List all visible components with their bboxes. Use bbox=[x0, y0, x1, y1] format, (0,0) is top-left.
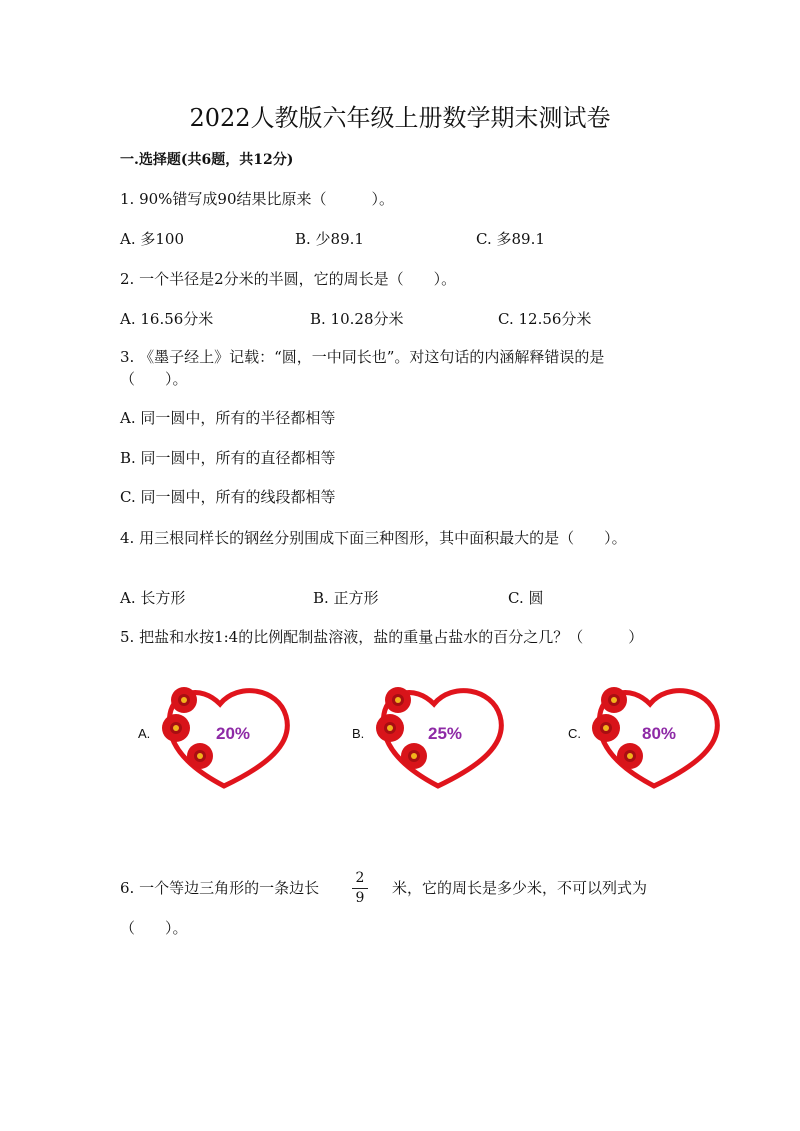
question-6-stem-cont: 米，它的周长是多少米，不可以列式为 bbox=[392, 879, 648, 897]
question-2-option-a: A. 16.56分米 bbox=[120, 310, 214, 328]
question-2-option-b: B. 10.28分米 bbox=[310, 310, 404, 328]
question-1-stem: 1. 90%错写成90结果比原来（ ）。 bbox=[120, 190, 395, 208]
fraction-numerator: 2 bbox=[355, 870, 365, 886]
fraction-bar bbox=[352, 888, 368, 889]
question-3-stem: 3. 《墨子经上》记载：“圆，一中同长也”。对这句话的内涵解释错误的是 bbox=[120, 348, 605, 366]
question-2-stem: 2. 一个半径是2分米的半圆，它的周长是（ ）。 bbox=[120, 270, 457, 288]
page-title: 2022人教版六年级上册数学期末测试卷 bbox=[189, 104, 611, 132]
poinsettia-flowers bbox=[592, 687, 643, 769]
section-heading: 一.选择题(共6题，共12分) bbox=[120, 152, 294, 168]
option-a-percent: 20% bbox=[216, 724, 251, 743]
question-4-option-a: A. 长方形 bbox=[120, 589, 186, 607]
poinsettia-flowers bbox=[162, 687, 213, 769]
question-2-option-c: C. 12.56分米 bbox=[498, 310, 592, 328]
question-1-option-b: B. 少89.1 bbox=[295, 230, 364, 248]
option-c-percent: 80% bbox=[642, 724, 677, 743]
option-a-heart-image bbox=[138, 682, 308, 792]
question-3-option-b: B. 同一圆中，所有的直径都相等 bbox=[120, 449, 336, 467]
option-b-heart-image bbox=[352, 682, 522, 792]
question-1-option-c: C. 多89.1 bbox=[476, 230, 545, 248]
question-1-option-a: A. 多100 bbox=[120, 230, 184, 248]
question-6-stem-line2: （ ）。 bbox=[120, 919, 188, 937]
question-3-option-a: A. 同一圆中，所有的半径都相等 bbox=[120, 409, 336, 427]
option-b-label: B. bbox=[352, 726, 365, 741]
option-b-percent: 25% bbox=[428, 724, 463, 743]
fraction bbox=[350, 870, 370, 907]
fraction-denominator: 9 bbox=[355, 890, 365, 906]
question-4-stem: 4. 用三根同样长的钢丝分别围成下面三种图形，其中面积最大的是（ ）。 bbox=[120, 529, 627, 547]
question-3-stem-cont: （ ）。 bbox=[120, 370, 188, 388]
question-6-stem: 6. 一个等边三角形的一条边长 bbox=[120, 879, 320, 897]
question-4-option-b: B. 正方形 bbox=[313, 589, 379, 607]
option-c-heart-image bbox=[568, 682, 738, 792]
poinsettia-flowers bbox=[376, 687, 427, 769]
question-3-option-c: C. 同一圆中，所有的线段都相等 bbox=[120, 488, 336, 506]
question-5-stem: 5. 把盐和水按1:4的比例配制盐溶液，盐的重量占盐水的百分之几？（ ） bbox=[120, 628, 644, 646]
question-4-option-c: C. 圆 bbox=[508, 589, 544, 607]
option-a-label: A. bbox=[138, 726, 151, 741]
option-c-label: C. bbox=[568, 726, 581, 741]
